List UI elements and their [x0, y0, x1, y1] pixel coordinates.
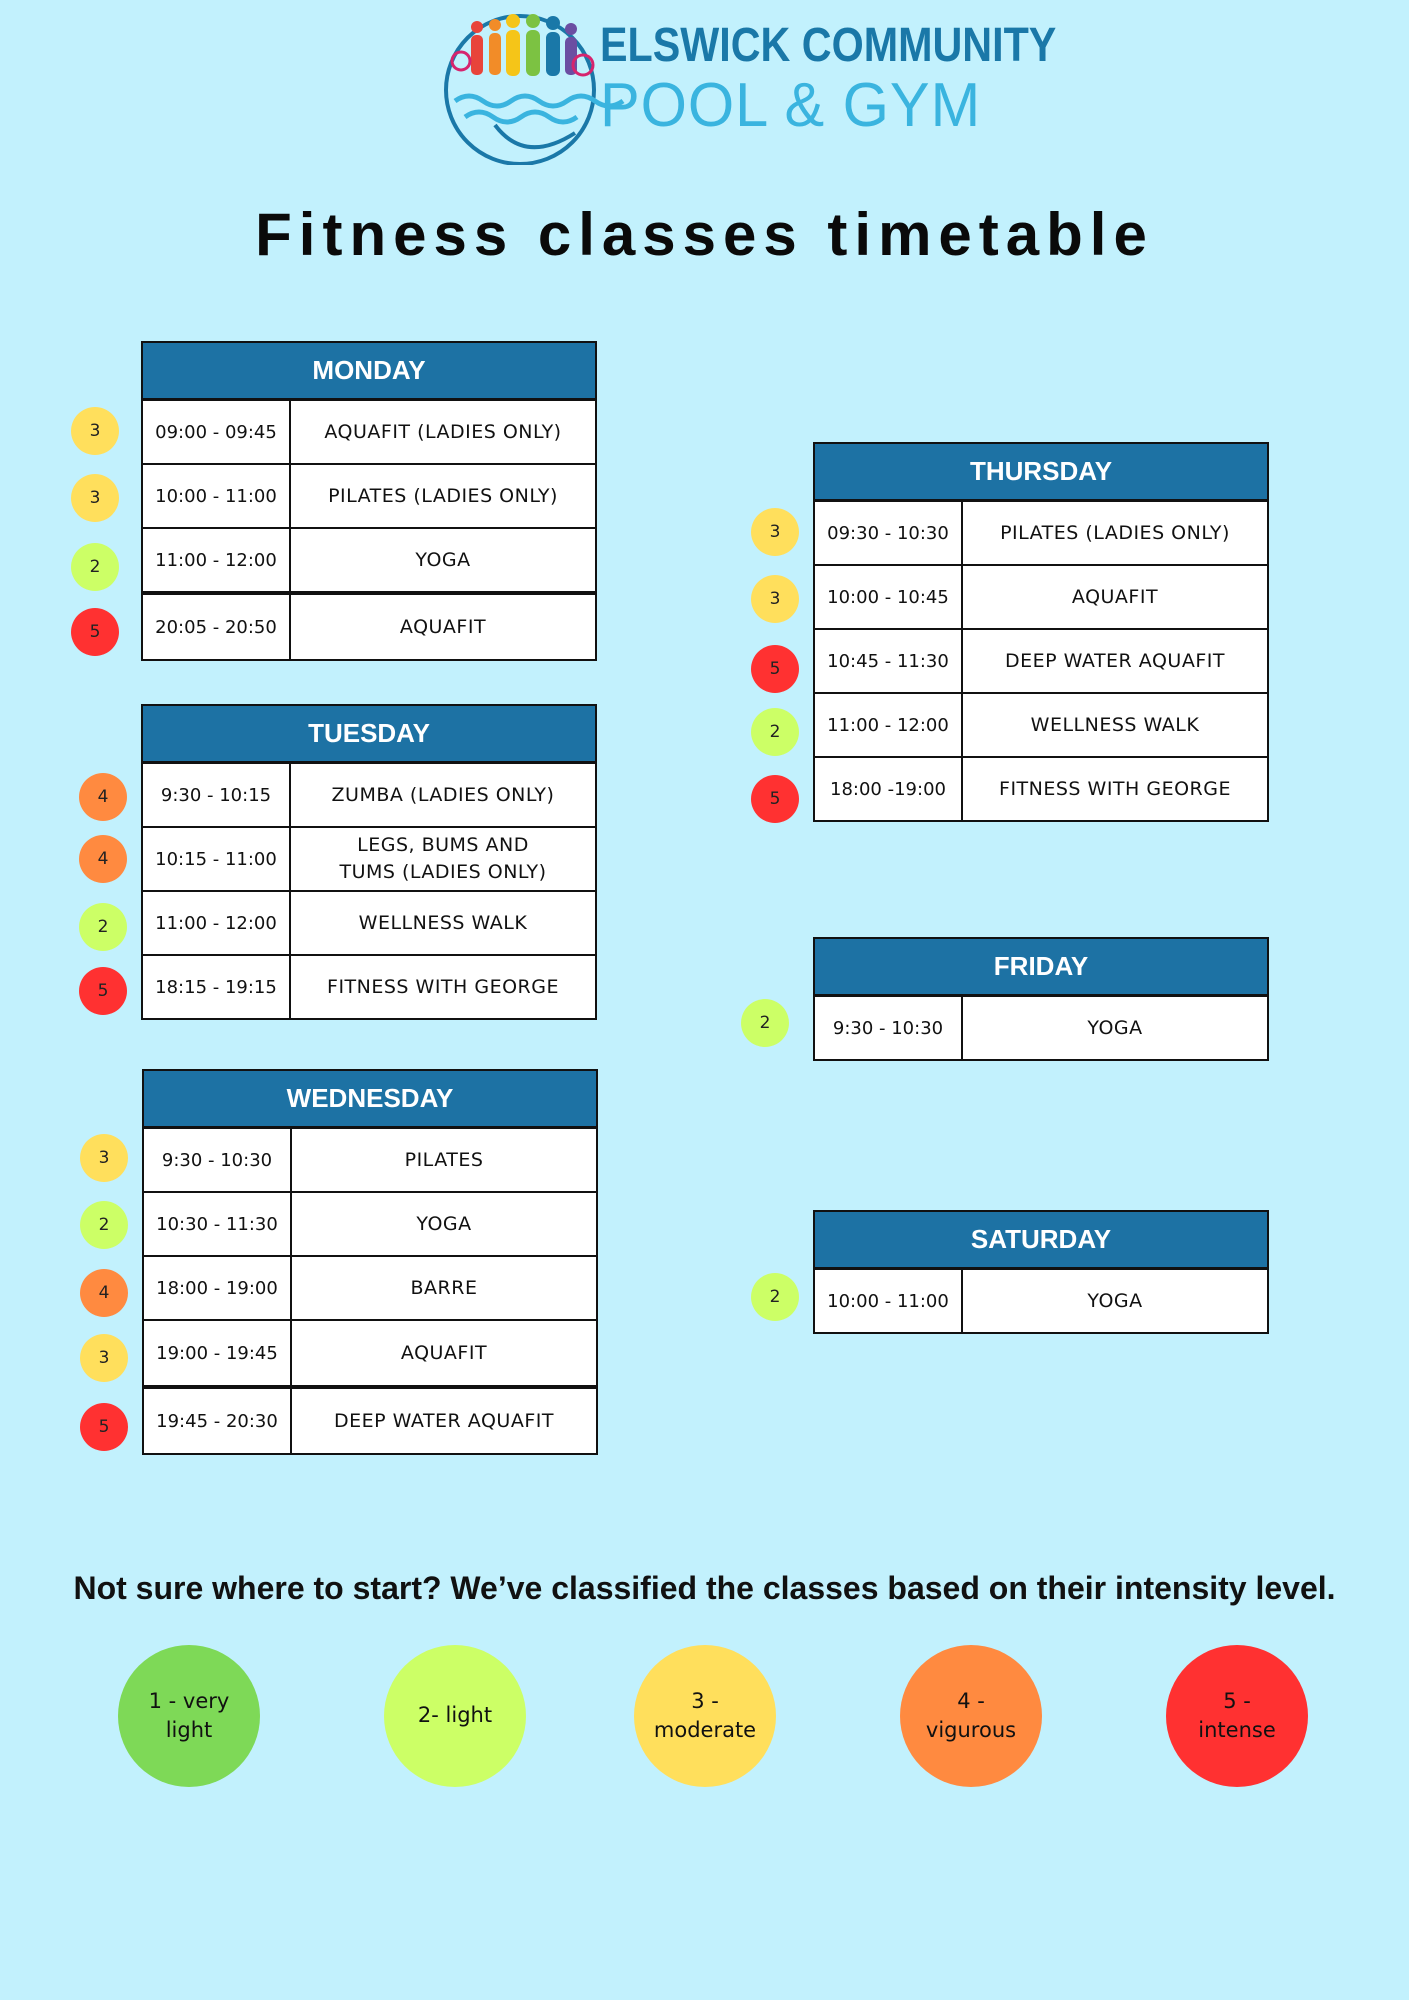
- intensity-dot: 3: [80, 1134, 128, 1182]
- table-row: [144, 1255, 596, 1319]
- day-heading: FRIDAY: [815, 939, 1267, 997]
- tuesday-table: [141, 704, 597, 1020]
- table-row: [815, 1270, 1267, 1332]
- saturday-table: [813, 1210, 1269, 1334]
- intensity-dot: 2: [751, 1273, 799, 1321]
- monday-table: [141, 341, 597, 661]
- table-row: [143, 401, 595, 463]
- wednesday-table: [142, 1069, 598, 1455]
- legend-level-1: 1 - very light: [118, 1645, 260, 1787]
- class-cell: YOGA: [1087, 1016, 1143, 1039]
- class-cell: AQUAFIT: [400, 1341, 488, 1364]
- class-cell: YOGA: [415, 548, 471, 571]
- time-cell: 9:30 - 10:30: [815, 997, 963, 1059]
- day-heading: MONDAY: [143, 343, 595, 401]
- intensity-dot: 3: [71, 474, 119, 522]
- class-cell: WELLNESS WALK: [1030, 713, 1200, 736]
- table-row: [143, 764, 595, 826]
- time-cell: 19:45 - 20:30: [144, 1389, 292, 1453]
- time-cell: 10:00 - 11:00: [143, 465, 291, 527]
- table-row: [144, 1191, 596, 1255]
- time-cell: 9:30 - 10:15: [143, 764, 291, 826]
- intensity-dot: 4: [80, 1269, 128, 1317]
- page-title: Fitness classes timetable: [255, 201, 1154, 268]
- time-cell: 10:45 - 11:30: [815, 630, 963, 692]
- class-cell: AQUAFIT: [1071, 585, 1159, 608]
- friday-table: [813, 937, 1269, 1061]
- family-figures-icon: [452, 14, 593, 76]
- table-row: [815, 564, 1267, 628]
- class-cell: FITNESS WITH GEORGE: [327, 975, 559, 998]
- table-row: [815, 756, 1267, 820]
- time-cell: 11:00 - 12:00: [143, 892, 291, 954]
- day-heading: THURSDAY: [815, 444, 1267, 502]
- day-heading: TUESDAY: [143, 706, 595, 764]
- class-cell: PILATES (LADIES ONLY): [1000, 521, 1230, 544]
- time-cell: 09:30 - 10:30: [815, 502, 963, 564]
- intensity-dot: 5: [751, 645, 799, 693]
- class-cell: DEEP WATER AQUAFIT: [1005, 649, 1225, 672]
- class-cell: BARRE: [410, 1276, 478, 1299]
- legend-level-3: 3 - moderate: [634, 1645, 776, 1787]
- table-row: [143, 890, 595, 954]
- time-cell: 11:00 - 12:00: [143, 529, 291, 591]
- intensity-dot: 2: [71, 543, 119, 591]
- table-row: [143, 463, 595, 527]
- day-heading: WEDNESDAY: [144, 1071, 596, 1129]
- intensity-dot: 3: [751, 508, 799, 556]
- time-cell: 10:30 - 11:30: [144, 1193, 292, 1255]
- intensity-dot: 2: [751, 708, 799, 756]
- class-cell: WELLNESS WALK: [358, 911, 528, 934]
- table-row: [143, 954, 595, 1018]
- table-row: [144, 1319, 596, 1385]
- time-cell: 19:00 - 19:45: [144, 1321, 292, 1385]
- table-row: [815, 997, 1267, 1059]
- intensity-dot: 2: [79, 903, 127, 951]
- time-cell: 18:00 - 19:00: [144, 1257, 292, 1319]
- intensity-dot: 4: [79, 773, 127, 821]
- legend-level-5: 5 - intense: [1166, 1645, 1308, 1787]
- table-row: [815, 628, 1267, 692]
- time-cell: 18:00 -19:00: [815, 758, 963, 820]
- class-cell: PILATES: [404, 1148, 484, 1171]
- legend-level-4: 4 - vigurous: [900, 1645, 1042, 1787]
- logo-text-pool-gym: POOL & GYM: [600, 71, 982, 140]
- logo-text-community: ELSWICK COMMUNITY: [600, 19, 1057, 72]
- intensity-dot: 3: [751, 575, 799, 623]
- class-cell: DEEP WATER AQUAFIT: [334, 1409, 554, 1432]
- time-cell: 10:00 - 10:45: [815, 566, 963, 628]
- table-row: [815, 692, 1267, 756]
- time-cell: 9:30 - 10:30: [144, 1129, 292, 1191]
- intensity-dot: 4: [79, 835, 127, 883]
- table-row: [144, 1385, 596, 1453]
- time-cell: 20:05 - 20:50: [143, 595, 291, 659]
- time-cell: 18:15 - 19:15: [143, 956, 291, 1018]
- legend-level-2: 2- light: [384, 1645, 526, 1787]
- intensity-dot: 3: [80, 1334, 128, 1382]
- table-row: [815, 502, 1267, 564]
- table-row: [143, 826, 595, 890]
- table-row: [143, 591, 595, 659]
- class-cell: YOGA: [416, 1212, 472, 1235]
- class-cell: AQUAFIT: [399, 615, 487, 638]
- class-cell: PILATES (LADIES ONLY): [328, 484, 558, 507]
- intensity-legend-heading: Not sure where to start? We’ve classified the classes based on their intensity level.: [73, 1570, 1336, 1606]
- time-cell: 10:15 - 11:00: [143, 828, 291, 890]
- table-row: [143, 527, 595, 591]
- thursday-table: [813, 442, 1269, 822]
- intensity-dot: 5: [751, 775, 799, 823]
- class-cell: ZUMBA (LADIES ONLY): [331, 783, 555, 806]
- class-cell: FITNESS WITH GEORGE: [999, 777, 1231, 800]
- intensity-dot: 5: [80, 1403, 128, 1451]
- time-cell: 11:00 - 12:00: [815, 694, 963, 756]
- table-row: [144, 1129, 596, 1191]
- intensity-dot: 2: [80, 1201, 128, 1249]
- intensity-dot: 3: [71, 407, 119, 455]
- intensity-dot: 5: [71, 608, 119, 656]
- class-cell: AQUAFIT (LADIES ONLY): [324, 420, 562, 443]
- intensity-dot: 5: [79, 967, 127, 1015]
- time-cell: 09:00 - 09:45: [143, 401, 291, 463]
- time-cell: 10:00 - 11:00: [815, 1270, 963, 1332]
- class-cell: LEGS, BUMS AND TUMS (LADIES ONLY): [339, 834, 547, 883]
- day-heading: SATURDAY: [815, 1212, 1267, 1270]
- class-cell: YOGA: [1087, 1289, 1143, 1312]
- intensity-dot: 2: [741, 999, 789, 1047]
